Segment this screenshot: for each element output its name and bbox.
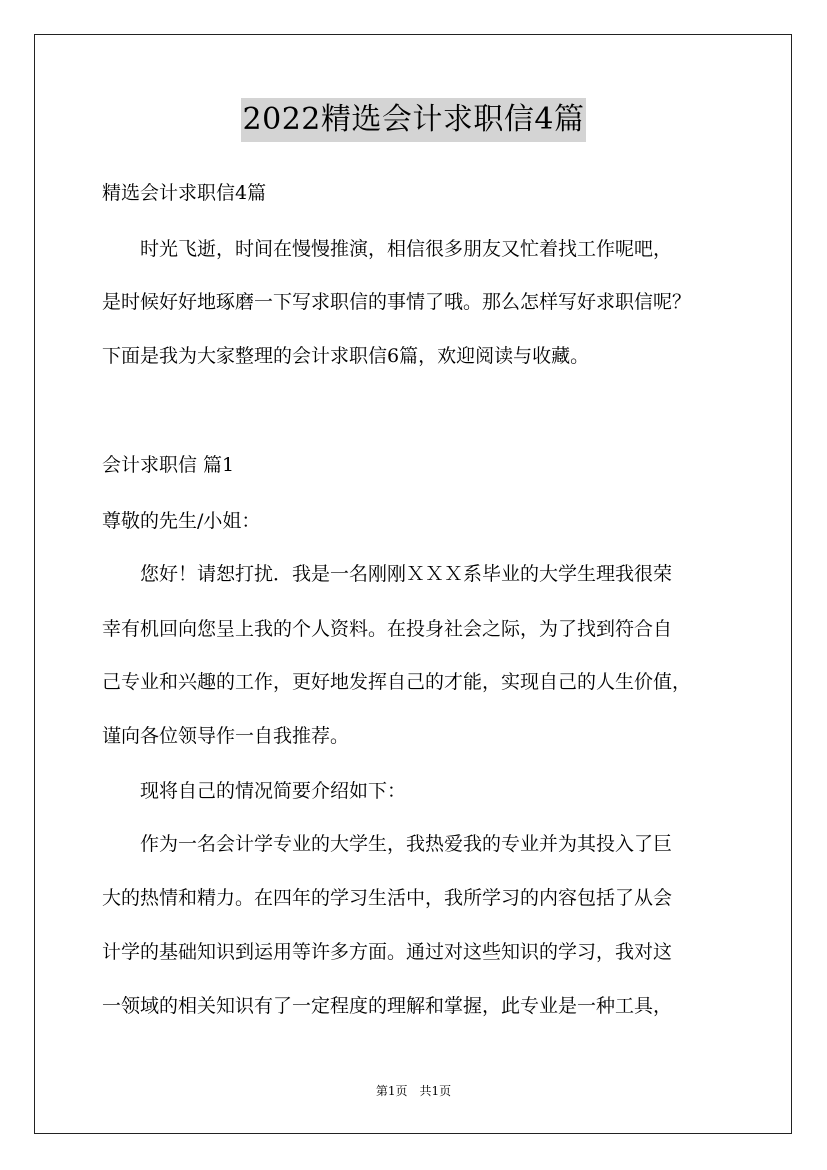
- document-title: 2022精选会计求职信4篇: [241, 98, 587, 142]
- text-line: 您好！请恕打扰．我是一名刚刚ＸＸＸ系毕业的大学生理我很荣: [102, 563, 673, 585]
- salutation: 尊敬的先生/小姐：: [102, 510, 261, 532]
- text-line: 是时候好好地琢磨一下写求职信的事情了哦。那么怎样写好求职信呢？: [102, 291, 692, 313]
- text-line: 下面是我为大家整理的会计求职信6篇，欢迎阅读与收藏。: [102, 345, 590, 367]
- text-line: 现将自己的情况简要介绍如下：: [102, 780, 407, 802]
- text-line: 作为一名会计学专业的大学生，我热爱我的专业并为其投入了巨: [102, 833, 673, 855]
- page-footer: 第1页 共1页: [375, 1084, 452, 1098]
- subtitle-line: 精选会计求职信4篇: [102, 182, 267, 204]
- text-line: 大的热情和精力。在四年的学习生活中，我所学习的内容包括了从会: [102, 887, 673, 909]
- section-heading: 会计求职信 篇1: [102, 454, 235, 476]
- text-line: 幸有机回向您呈上我的个人资料。在投身社会之际，为了找到符合自: [102, 618, 673, 640]
- text-line: 一领域的相关知识有了一定程度的理解和掌握，此专业是一种工具，: [102, 995, 673, 1017]
- title-container: [0, 98, 827, 142]
- text-line: 己专业和兴趣的工作，更好地发挥自己的才能，实现自己的人生价值，: [102, 671, 692, 693]
- text-line: 计学的基础知识到运用等许多方面。通过对这些知识的学习，我对这: [102, 941, 673, 963]
- text-line: 谨向各位领导作一自我推荐。: [102, 725, 350, 747]
- text-line: 时光飞逝，时间在慢慢推演，相信很多朋友又忙着找工作呢吧，: [102, 238, 673, 260]
